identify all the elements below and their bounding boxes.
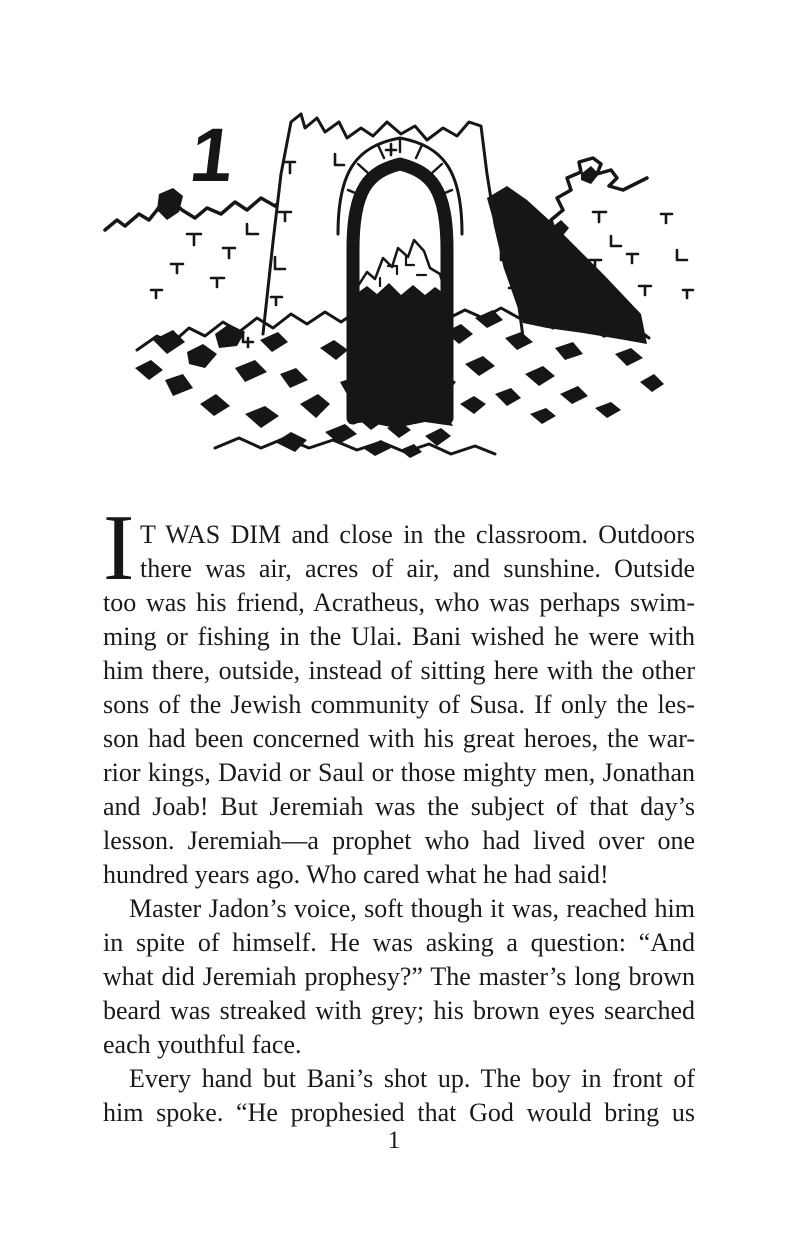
text-line: in spite of himself. He was asking a question: “And — [103, 928, 695, 957]
text-line: hundred years ago. Who cared what he had said! — [103, 860, 609, 889]
ruined-stone-gate-icon — [95, 82, 695, 467]
text-line: Every hand but Bani’s shot up. The boy in front of — [129, 1064, 695, 1093]
text-line: Master Jadon’s voice, soft though it was, reached him — [129, 894, 695, 923]
text-line: ming or fishing in the Ulai. Bani wished he were with — [103, 622, 695, 651]
text-line: beard was streaked with grey; his brown eyes searched — [103, 996, 695, 1025]
text-line: him spoke. “He prophesied that God would bring us — [103, 1098, 695, 1127]
text-line: each youthful face. — [103, 1030, 302, 1059]
paragraph — [103, 518, 695, 892]
text-line: T WAS DIM and close in the classroom. Outdoors — [140, 520, 695, 549]
chapter-illustration — [95, 82, 695, 467]
chapter-number: 1 — [185, 113, 239, 198]
text-line: and Joab! But Jeremiah was the subject of that day’s — [103, 792, 695, 821]
text-line: rior kings, David or Saul or those mighty men, Jonathan — [103, 758, 695, 787]
paragraph — [103, 1062, 695, 1130]
text-line: there was air, acres of air, and sunshine. Outside — [140, 554, 695, 583]
text-line: him there, outside, instead of sitting here with the other — [103, 656, 695, 685]
text-line: lesson. Jeremiah—a prophet who had lived over one — [103, 826, 695, 855]
text-line: son had been concerned with his great heroes, the war- — [103, 724, 695, 753]
text-line: too was his friend, Acratheus, who was perhaps swim- — [103, 588, 695, 617]
text-line: what did Jeremiah prophesy?” The master’s long brown — [103, 962, 695, 991]
body-text — [103, 518, 695, 1130]
text-line: sons of the Jewish community of Susa. If only the les- — [103, 690, 695, 719]
drop-cap: I — [103, 496, 135, 600]
page-number: 1 — [387, 1127, 401, 1154]
paragraph — [103, 892, 695, 1062]
